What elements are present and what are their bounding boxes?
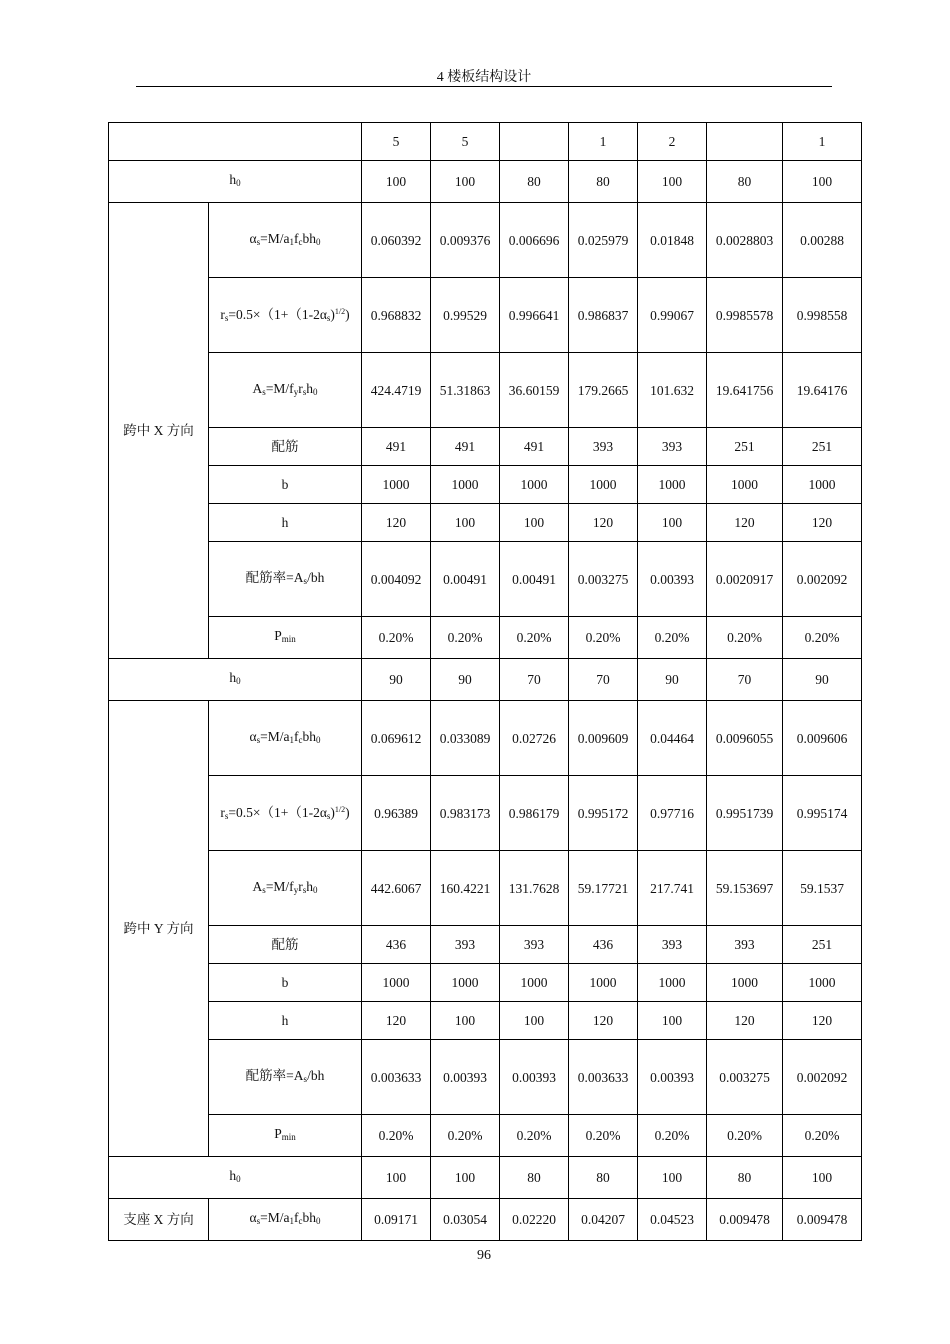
table-cell: 0.09171	[362, 1199, 431, 1241]
row-label: b	[209, 466, 362, 504]
table-cell: 51.31863	[431, 353, 500, 428]
row-label: 配筋率$=A_s/bh$	[209, 1040, 362, 1115]
row-label: 配筋	[209, 428, 362, 466]
table-cell: 19.64176	[783, 353, 862, 428]
table-cell: 0.00393	[500, 1040, 569, 1115]
row-label: h	[209, 1002, 362, 1040]
page-number: 96	[477, 1248, 491, 1263]
table-cell: 101.632	[638, 353, 707, 428]
h0-label: $h_0$	[109, 161, 362, 203]
table-cell: 0.009478	[783, 1199, 862, 1241]
table-cell: 100	[362, 161, 431, 203]
table-cell: 59.153697	[707, 851, 783, 926]
table-cell: 1000	[500, 466, 569, 504]
table-cell: 59.17721	[569, 851, 638, 926]
table-cell: 0.20%	[500, 1115, 569, 1157]
table-cell: 0.0096055	[707, 701, 783, 776]
table-cell: 2	[638, 123, 707, 161]
table-cell: 100	[783, 1157, 862, 1199]
table-row	[109, 278, 862, 353]
table-row	[109, 542, 862, 617]
table-row	[109, 353, 862, 428]
table-cell: 36.60159	[500, 353, 569, 428]
table-cell: 0.99529	[431, 278, 500, 353]
table-cell: 424.4719	[362, 353, 431, 428]
table-cell: 0.20%	[500, 617, 569, 659]
table-row	[109, 964, 862, 1002]
table-cell: 120	[707, 504, 783, 542]
table-row	[109, 203, 862, 278]
table-cell: 70	[707, 659, 783, 701]
table-cell: 120	[362, 1002, 431, 1040]
table-row-h0	[109, 1157, 862, 1199]
table-cell: 1000	[638, 466, 707, 504]
table-cell	[707, 123, 783, 161]
table-cell: 0.20%	[707, 1115, 783, 1157]
table-cell: 100	[431, 1002, 500, 1040]
table-cell: 0.060392	[362, 203, 431, 278]
table-cell: 1	[569, 123, 638, 161]
table-cell: 0.002092	[783, 1040, 862, 1115]
table-cell: 0.04207	[569, 1199, 638, 1241]
table-cell: 0.00393	[431, 1040, 500, 1115]
table-cell: 0.20%	[638, 617, 707, 659]
table-row	[109, 1199, 862, 1241]
table-cell: 120	[362, 504, 431, 542]
table-cell: 100	[638, 1157, 707, 1199]
table-cell: 120	[569, 504, 638, 542]
row-label: $A_s=M/f_yr_sh_0$	[209, 353, 362, 428]
table-cell: 1000	[569, 964, 638, 1002]
table-cell: 0.009478	[707, 1199, 783, 1241]
table-row	[109, 1115, 862, 1157]
table-cell: 0.009606	[783, 701, 862, 776]
table-cell: 0.97716	[638, 776, 707, 851]
table-cell: 1000	[783, 964, 862, 1002]
table-cell: 5	[362, 123, 431, 161]
row-label: b	[209, 964, 362, 1002]
table-cell: 80	[569, 1157, 638, 1199]
table-cell: 100	[500, 504, 569, 542]
table-cell: 100	[431, 1157, 500, 1199]
table-row-h0	[109, 659, 862, 701]
table-cell: 393	[638, 428, 707, 466]
table-cell: 100	[362, 1157, 431, 1199]
table-cell-blank	[109, 123, 362, 161]
table-cell: 0.003633	[362, 1040, 431, 1115]
table-cell: 436	[569, 926, 638, 964]
table-cell: 90	[638, 659, 707, 701]
table-row	[109, 428, 862, 466]
table-row-top	[109, 123, 862, 161]
table-cell: 0.009376	[431, 203, 500, 278]
table-cell: 90	[783, 659, 862, 701]
table-cell: 0.968832	[362, 278, 431, 353]
table-cell: 120	[707, 1002, 783, 1040]
table-cell: 100	[500, 1002, 569, 1040]
table-cell: 251	[783, 428, 862, 466]
table-cell: 0.96389	[362, 776, 431, 851]
table-cell: 0.20%	[783, 617, 862, 659]
table-cell: 120	[569, 1002, 638, 1040]
table-row	[109, 504, 862, 542]
table-cell: 0.003275	[707, 1040, 783, 1115]
table-cell: 0.03054	[431, 1199, 500, 1241]
table-cell: 90	[362, 659, 431, 701]
table-cell: 0.009609	[569, 701, 638, 776]
h0-label: $h_0$	[109, 659, 362, 701]
table-cell: 80	[707, 1157, 783, 1199]
row-label: 配筋	[209, 926, 362, 964]
table-cell: 1000	[638, 964, 707, 1002]
table-cell: 100	[431, 161, 500, 203]
table-cell: 1	[783, 123, 862, 161]
table-cell: 0.069612	[362, 701, 431, 776]
table-cell: 100	[638, 1002, 707, 1040]
table-cell: 0.995174	[783, 776, 862, 851]
table-cell: 491	[500, 428, 569, 466]
page-header-title: 4 楼板结构设计	[436, 70, 532, 85]
table-cell: 0.006696	[500, 203, 569, 278]
h0-label: $h_0$	[109, 1157, 362, 1199]
table-cell: 393	[707, 926, 783, 964]
table-cell: 0.996641	[500, 278, 569, 353]
table-cell: 442.6067	[362, 851, 431, 926]
row-label: $\alpha_s=M/a_1f_cbh_0$	[209, 1199, 362, 1241]
table-cell: 1000	[362, 466, 431, 504]
table-cell: 0.998558	[783, 278, 862, 353]
table-cell: 0.9985578	[707, 278, 783, 353]
row-label: $r_s=0.5\times(1+(1-2\alpha_s)^{1/2})$	[209, 278, 362, 353]
table-cell: 0.20%	[431, 1115, 500, 1157]
table-row	[109, 926, 862, 964]
table-cell: 160.4221	[431, 851, 500, 926]
table-cell: 0.00288	[783, 203, 862, 278]
row-label: 配筋率$=A_s/bh$	[209, 542, 362, 617]
table-cell: 80	[500, 1157, 569, 1199]
table-cell	[500, 123, 569, 161]
table-cell: 0.00393	[638, 1040, 707, 1115]
table-cell: 0.983173	[431, 776, 500, 851]
table-cell: 1000	[707, 964, 783, 1002]
table-cell: 1000	[707, 466, 783, 504]
row-label: h	[209, 504, 362, 542]
section-group-label: 跨中 Y 方向	[109, 701, 209, 1157]
table-cell: 393	[638, 926, 707, 964]
table-cell: 80	[569, 161, 638, 203]
table-cell: 393	[431, 926, 500, 964]
table-cell: 0.9951739	[707, 776, 783, 851]
table-cell: 70	[569, 659, 638, 701]
table-cell: 5	[431, 123, 500, 161]
table-cell: 1000	[431, 466, 500, 504]
table-cell: 0.00393	[638, 542, 707, 617]
table-cell: 251	[783, 926, 862, 964]
header-rule	[136, 86, 832, 87]
table-cell: 100	[638, 504, 707, 542]
table-cell: 0.002092	[783, 542, 862, 617]
table-cell: 0.025979	[569, 203, 638, 278]
table-cell: 0.20%	[362, 617, 431, 659]
row-label: $P_{min}$	[209, 617, 362, 659]
table-cell: 0.20%	[638, 1115, 707, 1157]
section-group-label: 跨中 X 方向	[109, 203, 209, 659]
table-cell: 0.004092	[362, 542, 431, 617]
table-cell: 0.00491	[500, 542, 569, 617]
table-cell: 0.02726	[500, 701, 569, 776]
table-cell: 0.20%	[707, 617, 783, 659]
table-cell: 1000	[783, 466, 862, 504]
table-cell: 179.2665	[569, 353, 638, 428]
table-cell: 0.20%	[569, 617, 638, 659]
reinforcement-calculation-table	[108, 122, 862, 1241]
table-cell: 0.04464	[638, 701, 707, 776]
table-cell: 491	[431, 428, 500, 466]
table-cell: 0.99067	[638, 278, 707, 353]
table-cell: 0.003275	[569, 542, 638, 617]
table-cell: 1000	[431, 964, 500, 1002]
section-group-label: 支座 X 方向	[109, 1199, 209, 1241]
table-cell: 0.995172	[569, 776, 638, 851]
table-row	[109, 466, 862, 504]
table-cell: 251	[707, 428, 783, 466]
table-cell: 131.7628	[500, 851, 569, 926]
table-cell: 491	[362, 428, 431, 466]
table-cell: 217.741	[638, 851, 707, 926]
table-cell: 100	[783, 161, 862, 203]
table-row	[109, 1040, 862, 1115]
table-cell: 80	[500, 161, 569, 203]
row-label: $r_s=0.5\times(1+(1-2\alpha_s)^{1/2})$	[209, 776, 362, 851]
row-label: $\alpha_s=M/a_1f_cbh_0$	[209, 701, 362, 776]
table-cell: 100	[431, 504, 500, 542]
table-cell: 1000	[500, 964, 569, 1002]
table-cell: 0.0028803	[707, 203, 783, 278]
row-label: $P_{min}$	[209, 1115, 362, 1157]
table-cell: 393	[500, 926, 569, 964]
table-cell: 80	[707, 161, 783, 203]
table-cell: 0.986837	[569, 278, 638, 353]
table-cell: 0.20%	[783, 1115, 862, 1157]
table-cell: 0.0020917	[707, 542, 783, 617]
table-cell: 0.20%	[569, 1115, 638, 1157]
table-row	[109, 851, 862, 926]
table-cell: 120	[783, 1002, 862, 1040]
table-cell: 0.986179	[500, 776, 569, 851]
table-cell: 1000	[569, 466, 638, 504]
table-cell: 59.1537	[783, 851, 862, 926]
table-cell: 0.00491	[431, 542, 500, 617]
table-row	[109, 776, 862, 851]
table-cell: 0.20%	[431, 617, 500, 659]
table-cell: 0.003633	[569, 1040, 638, 1115]
row-label: $A_s=M/f_yr_sh_0$	[209, 851, 362, 926]
table-cell: 100	[638, 161, 707, 203]
table-row	[109, 1002, 862, 1040]
table-cell: 0.04523	[638, 1199, 707, 1241]
table-cell: 0.01848	[638, 203, 707, 278]
row-label: $\alpha_s=M/a_1f_cbh_0$	[209, 203, 362, 278]
table-row	[109, 701, 862, 776]
table-row-h0	[109, 161, 862, 203]
table-row	[109, 617, 862, 659]
table-cell: 70	[500, 659, 569, 701]
table-cell: 19.641756	[707, 353, 783, 428]
table-cell: 120	[783, 504, 862, 542]
table-cell: 0.20%	[362, 1115, 431, 1157]
table-cell: 0.02220	[500, 1199, 569, 1241]
table-cell: 436	[362, 926, 431, 964]
table-cell: 90	[431, 659, 500, 701]
table-cell: 0.033089	[431, 701, 500, 776]
table-cell: 393	[569, 428, 638, 466]
table-cell: 1000	[362, 964, 431, 1002]
